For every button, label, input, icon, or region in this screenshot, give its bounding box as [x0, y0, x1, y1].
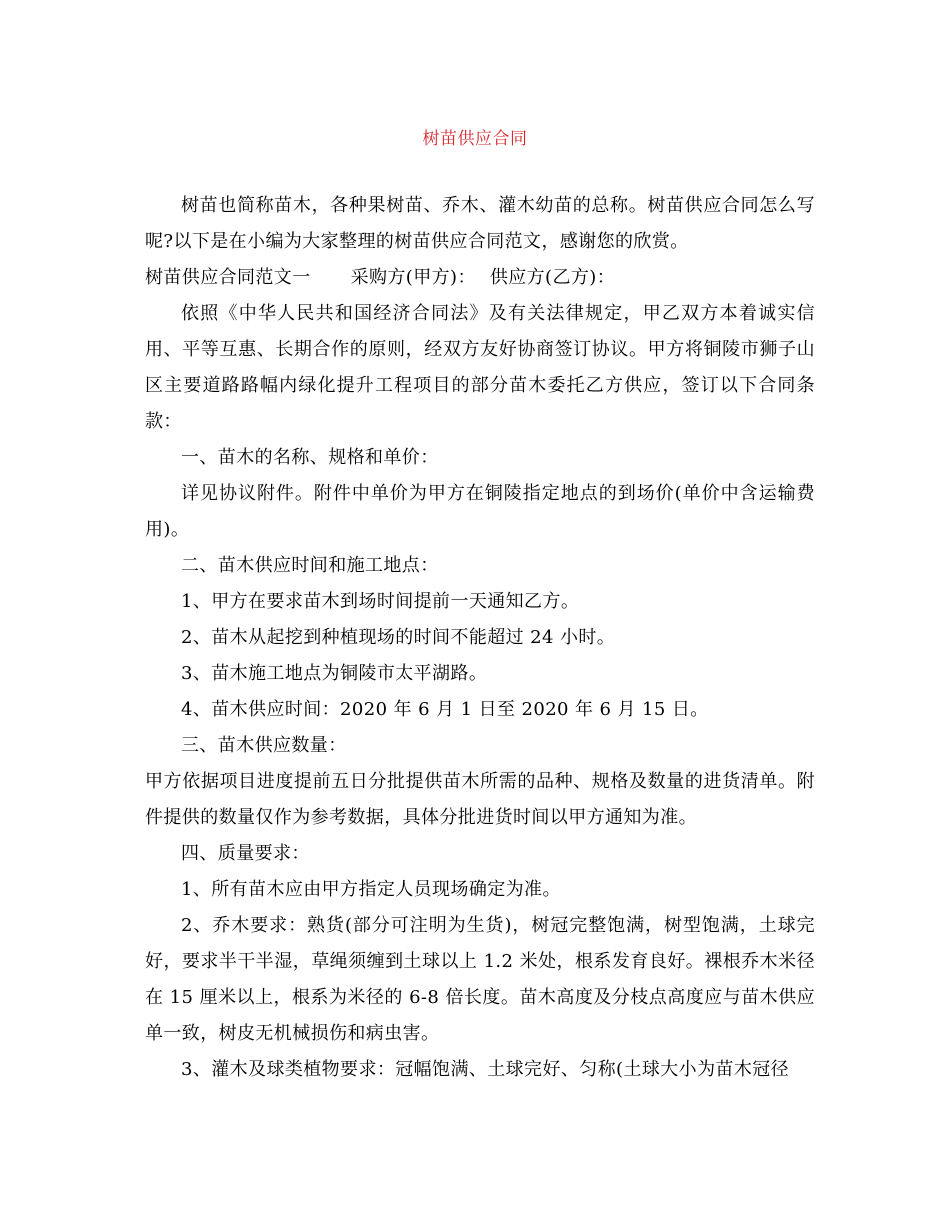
party-a-label: 采购方(甲方)：	[350, 267, 476, 288]
section-2-item-3: 3、苗木施工地点为铜陵市太平湖路。	[181, 663, 488, 684]
document-title: 树苗供应合同	[422, 129, 528, 149]
section-2-item-4: 4、苗木供应时间：2020 年 6 月 1 日至 2020 年 6 月 15 日。	[181, 699, 709, 720]
section-1-heading: 一、苗木的名称、规格和单价：	[181, 447, 439, 468]
section-2-item-2: 2、苗木从起挖到种植现场的时间不能超过 24 小时。	[181, 627, 616, 648]
section-3-text: 甲方依据项目进度提前五日分批提供苗木所需的品种、规格及数量的进货清单。附件提供的数量仅作为参考数据，具体分批进货时间以甲方通知为准。	[145, 771, 815, 828]
section-1-text: 详见协议附件。附件中单价为甲方在铜陵指定地点的到场价(单价中含运输费用)。	[145, 483, 815, 540]
preamble-paragraph: 依照《中华人民共和国经济合同法》及有关法律规定，甲乙双方本着诚实信用、平等互惠、长期合作的原则，经双方友好协商签订协议。甲方将铜陵市狮子山区主要道路路幅内绿化提升工程项目的部分苗木委托乙方供应，签订以下合同条款：	[145, 303, 815, 432]
section-2-heading: 二、苗木供应时间和施工地点：	[181, 555, 439, 576]
sample-heading: 树苗供应合同范文一	[145, 267, 311, 288]
party-b-label: 供应方(乙方)：	[489, 267, 616, 288]
section-4-item-2: 2、乔木要求：熟货(部分可注明为生货)，树冠完整饱满，树型饱满，土球完好，要求半干半湿，草绳须缠到土球以上 1.2 米处，根系发育良好。裸根乔木米径在 15 厘米以上，根系为米径的 6-8 倍长度。苗木高度及分枝点高度应与苗木供应单一致，树皮无机械损伤和病虫害。	[145, 915, 815, 1044]
section-4-heading: 四、质量要求：	[181, 843, 310, 864]
section-3-heading: 三、苗木供应数量：	[181, 735, 347, 756]
section-4-item-1: 1、所有苗木应由甲方指定人员现场确定为准。	[181, 879, 561, 900]
sample-heading-line	[145, 260, 815, 296]
section-4-item-3: 3、灌木及球类植物要求：冠幅饱满、土球完好、匀称(土球大小为苗木冠径	[181, 1059, 790, 1080]
document-body	[145, 188, 815, 1088]
section-2-item-1: 1、甲方在要求苗木到场时间提前一天通知乙方。	[181, 591, 580, 612]
intro-paragraph: 树苗也简称苗木，各种果树苗、乔木、灌木幼苗的总称。树苗供应合同怎么写呢?以下是在小编为大家整理的树苗供应合同范文，感谢您的欣赏。	[145, 195, 815, 252]
